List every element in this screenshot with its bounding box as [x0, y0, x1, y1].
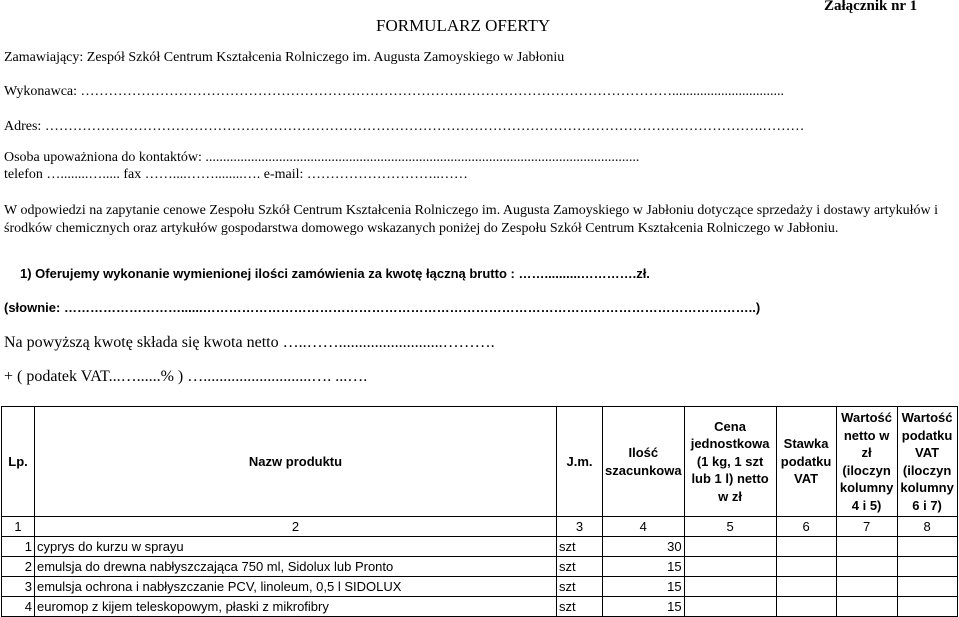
ordering-party: Zamawiający: Zespół Szkół Centrum Kształcenia Rolniczego im. Augusta Zamoyskiego w Jabłoniu: [4, 50, 565, 65]
column-number: 2: [35, 517, 557, 537]
row-quantity: 15: [603, 597, 685, 617]
amount-in-words-line[interactable]: (słownie: ………………………......………………………………………………………………………………………………………………..): [4, 300, 761, 315]
row-vat-value-cell[interactable]: [897, 597, 957, 617]
row-unit: szt: [557, 537, 603, 557]
row-unit-price-cell[interactable]: [684, 577, 776, 597]
row-product-name: emulsja ochrona i nabłyszczanie PCV, linoleum, 0,5 l SIDOLUX: [35, 577, 557, 597]
column-number: 4: [603, 517, 685, 537]
row-product-name: emulsja do drewna nabłyszczająca 750 ml, Sidolux lub Pronto: [35, 557, 557, 577]
row-vat-value-cell[interactable]: [897, 577, 957, 597]
row-net-value-cell[interactable]: [836, 577, 897, 597]
header-vat-value: Wartość podatku VAT (iloczyn kolumny 6 i 7): [897, 407, 957, 517]
header-unit-price: Cena jednostkowa (1 kg, 1 szt lub 1 l) netto w zł: [684, 407, 776, 517]
offer-total-line[interactable]: 1) Oferujemy wykonanie wymienionej ilości zamówienia za kwotę łączną brutto : ……..........………….zł.: [20, 266, 650, 281]
header-unit: J.m.: [557, 407, 603, 517]
row-quantity: 30: [603, 537, 685, 557]
column-number: 1: [2, 517, 35, 537]
row-vat-rate-cell[interactable]: [776, 557, 836, 577]
row-vat-rate-cell[interactable]: [776, 597, 836, 617]
address-field[interactable]: Adres: ……………………………………………………………………………………………………………………………………….………: [4, 119, 805, 134]
row-quantity: 15: [603, 577, 685, 597]
header-net-value: Wartość netto w zł (iloczyn kolumny 4 i 5): [836, 407, 897, 517]
column-number: 7: [836, 517, 897, 537]
column-number: 3: [557, 517, 603, 537]
row-product-name: euromop z kijem teleskopowym, płaski z mikrofibry: [35, 597, 557, 617]
annex-label: Załącznik nr 1: [824, 0, 918, 14]
row-unit-price-cell[interactable]: [684, 557, 776, 577]
column-number: 8: [897, 517, 957, 537]
intro-paragraph: W odpowiedzi na zapytanie cenowe Zespołu Szkół Centrum Kształcenia Rolniczego im. Augusta Zamoyskiego w Jabłoniu dotyczące sprzedaży i dostawy artykułów i środków chemicznych oraz artykułów gospodarstwa domowego wskazanych poniżej do Zespołu Szkół Centrum Kształcenia Rolniczego w Jabłoniu.: [4, 203, 938, 236]
header-quantity: Ilość szacunkowa: [603, 407, 685, 517]
header-product-name: Nazw produktu: [35, 407, 557, 517]
table-row: [2, 537, 958, 557]
row-quantity: 15: [603, 557, 685, 577]
column-number: 6: [776, 517, 836, 537]
contact-person-field[interactable]: Osoba upoważniona do kontaktów: ............................................................................................................................: [4, 150, 640, 165]
page-title: FORMULARZ OFERTY: [376, 16, 551, 35]
row-vat-rate-cell[interactable]: [776, 537, 836, 557]
row-unit-price-cell[interactable]: [684, 537, 776, 557]
net-amount-line[interactable]: Na powyższą kwotę składa się kwota netto …..……..........................……….: [4, 334, 495, 351]
row-vat-value-cell[interactable]: [897, 537, 957, 557]
row-unit: szt: [557, 557, 603, 577]
row-unit-price-cell[interactable]: [684, 597, 776, 617]
header-vat-rate: Stawka podatku VAT: [776, 407, 836, 517]
vat-line[interactable]: + ( podatek VAT...…......% ) …...........................…. ...….: [4, 368, 368, 385]
row-net-value-cell[interactable]: [836, 537, 897, 557]
row-product-name: cyprys do kurzu w sprayu: [35, 537, 557, 557]
header-lp: Lp.: [2, 407, 35, 517]
table-row: [2, 597, 958, 617]
column-number: 5: [684, 517, 776, 537]
row-lp: 2: [2, 557, 35, 577]
row-net-value-cell[interactable]: [836, 557, 897, 577]
row-lp: 4: [2, 597, 35, 617]
row-net-value-cell[interactable]: [836, 597, 897, 617]
row-lp: 1: [2, 537, 35, 557]
contractor-field[interactable]: Wykonawca: ……………………………………………………………………….………………………………………................................: [4, 84, 785, 99]
row-vat-value-cell[interactable]: [897, 557, 957, 577]
row-lp: 3: [2, 577, 35, 597]
products-table: [1, 406, 958, 617]
row-unit: szt: [557, 597, 603, 617]
phone-fax-email-field[interactable]: telefon …........…..... fax ……....……........…. e-mail: ………………………..……: [4, 167, 468, 182]
row-vat-rate-cell[interactable]: [776, 577, 836, 597]
table-row: [2, 577, 958, 597]
row-unit: szt: [557, 577, 603, 597]
table-row: [2, 557, 958, 577]
